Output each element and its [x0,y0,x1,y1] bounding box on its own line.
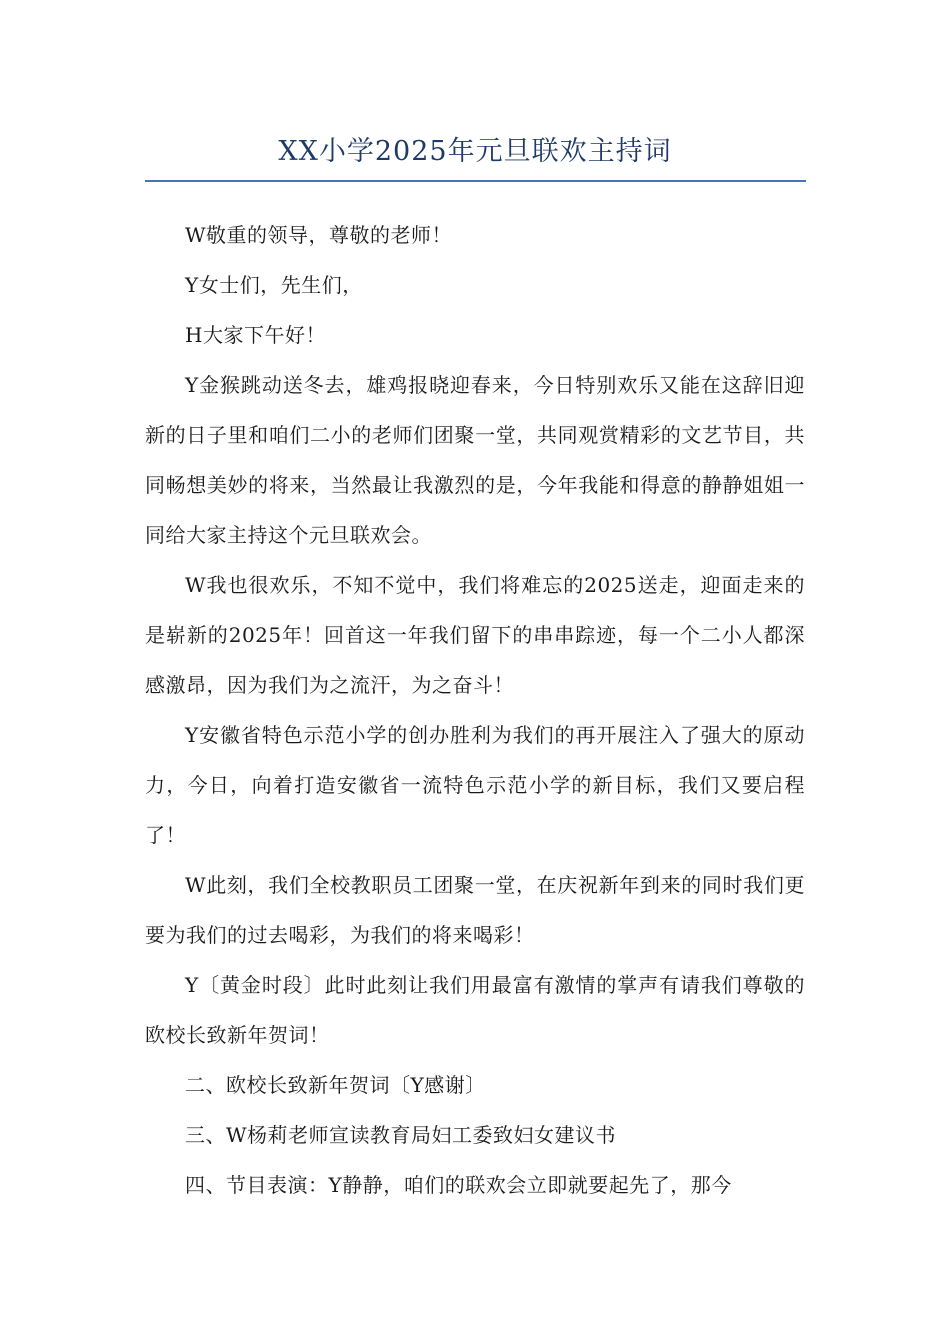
paragraph: H大家下午好！ [185,323,326,347]
paragraph: 四、节目表演：Y静静，咱们的联欢会立即就要起先了，那今 [185,1173,732,1197]
paragraph: W敬重的领导，尊敬的老师！ [185,223,453,247]
paragraph: 二、欧校长致新年贺词〔Y感谢〕 [185,1073,486,1097]
paragraph: Y〔黄金时段〕此时此刻让我们用最富有激情的掌声有请我们尊敬的欧校长致新年贺词！ [145,973,805,1047]
paragraph: 三、W杨莉老师宣读教育局妇工委致妇女建议书 [185,1123,617,1147]
paragraph: W我也很欢乐，不知不觉中，我们将难忘的2025送走，迎面走来的是崭新的2025年！回首这一年我们留下的串串踪迹，每一个二小人都深感激昂，因为我们为之流汗，为之奋斗！ [145,573,805,697]
paragraph: Y金猴跳动送冬去，雄鸡报晓迎春来，今日特别欢乐又能在这辞旧迎新的日子里和咱们二小的老师们团聚一堂，共同观赏精彩的文艺节目，共同畅想美妙的将来，当然最让我激烈的是，今年我能和得意的静静姐姐一同给大家主持这个元旦联欢会。 [145,373,805,547]
title-underline [145,180,806,182]
document-body [145,210,805,1210]
document-title: XX小学2025年元旦联欢主持词 [278,136,672,167]
paragraph: Y女士们，先生们， [185,273,363,297]
paragraph: Y安徽省特色示范小学的创办胜利为我们的再开展注入了强大的原动力，今日，向着打造安徽省一流特色示范小学的新目标，我们又要启程了！ [145,723,805,847]
paragraph: W此刻，我们全校教职员工团聚一堂，在庆祝新年到来的同时我们更要为我们的过去喝彩，为我们的将来喝彩！ [145,873,805,947]
